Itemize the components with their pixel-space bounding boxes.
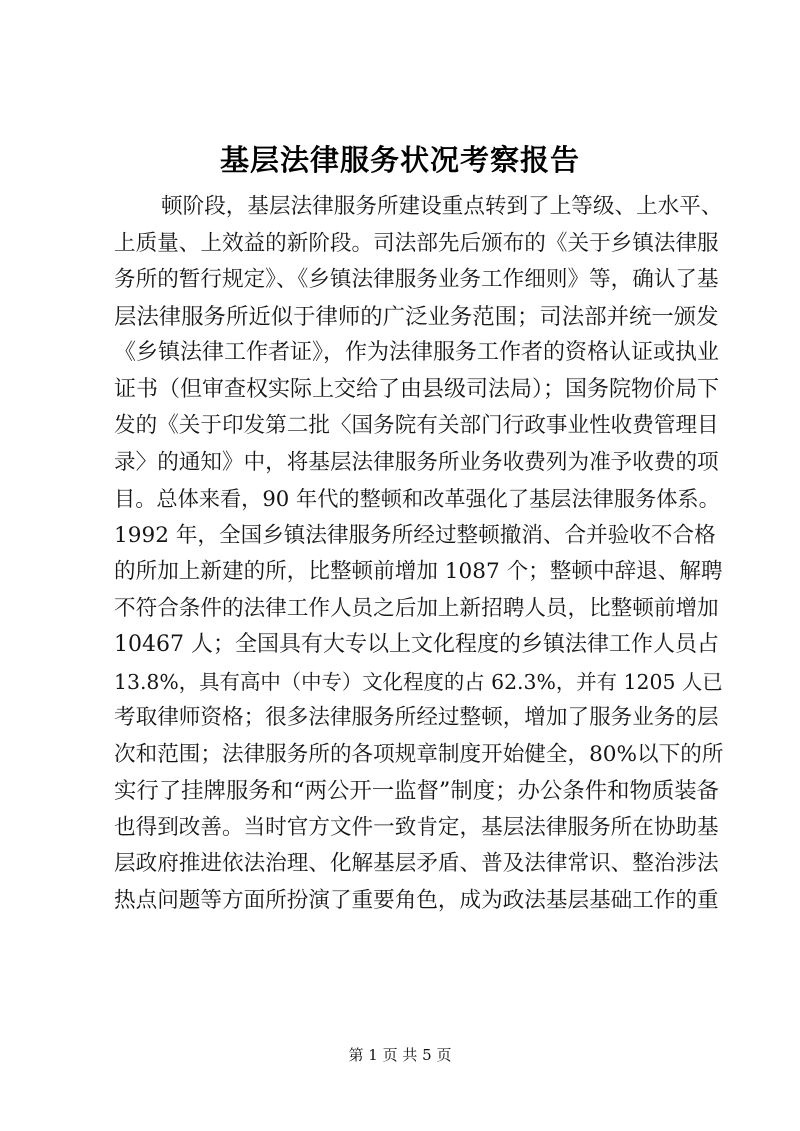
text-line: 证书（但审查权实际上交给了由县级司法局）；国务院物价局下 <box>114 376 720 402</box>
text-line: 务所的暂行规定》、《乡镇法律服务业务工作细则》等，确认了基 <box>114 267 719 292</box>
text-line: 的所加上新建的所，比整顿前增加 1087 个；整顿中辞退、解聘 <box>114 559 723 584</box>
text-line: 考取律师资格；很多法律服务所经过整顿，增加了服务业务的层 <box>114 705 719 730</box>
text-line: 10467 人；全国具有大专以上文化程度的乡镇法律工作人员占 <box>114 632 719 657</box>
text-line: 次和范围；法律服务所的各项规章制度开始健全，80%以下的所 <box>114 741 724 767</box>
text-line: 实行了挂牌服务和“两公开一监督”制度；办公条件和物质装备 <box>114 778 720 804</box>
text-line: 也得到改善。当时官方文件一致肯定，基层法律服务所在协助基 <box>114 814 719 840</box>
document-title: 基层法律服务状况考察报告 <box>219 143 580 177</box>
text-line: 层政府推进依法治理、化解基层矛盾、普及法律常识、整治涉法 <box>114 851 719 876</box>
text-line: 录〉的通知》中，将基层法律服务所业务收费列为准予收费的项 <box>114 449 719 475</box>
text-line: 不符合条件的法律工作人员之后加上新招聘人员，比整顿前增加 <box>114 595 719 621</box>
text-line: 发的《关于印发第二批〈国务院有关部门行政事业性收费管理目 <box>114 413 719 438</box>
body-paragraph <box>114 189 724 919</box>
text-line: 热点问题等方面所扮演了重要角色，成为政法基层基础工作的重 <box>114 887 719 913</box>
text-line: 13.8%，具有高中（中专）文化程度的占 62.3%，并有 1205 人已 <box>114 669 723 694</box>
page-footer: 第 1 页 共 5 页 <box>348 1046 452 1064</box>
text-line: 1992 年，全国乡镇法律服务所经过整顿撤消、合并验收不合格 <box>114 522 716 548</box>
text-line: 《乡镇法律工作者证》，作为法律服务工作者的资格认证或执业 <box>114 340 720 365</box>
text-line: 目。总体来看，90 年代的整顿和改革强化了基层法律服务体系。 <box>114 486 720 511</box>
text-line: 上质量、上效益的新阶段。司法部先后颁布的《关于乡镇法律服 <box>114 230 719 256</box>
text-line: 层法律服务所近似于律师的广泛业务范围；司法部并统一颁发 <box>114 303 719 330</box>
text-line: 顿阶段，基层法律服务所建设重点转到了上等级、上水平、 <box>161 194 723 219</box>
